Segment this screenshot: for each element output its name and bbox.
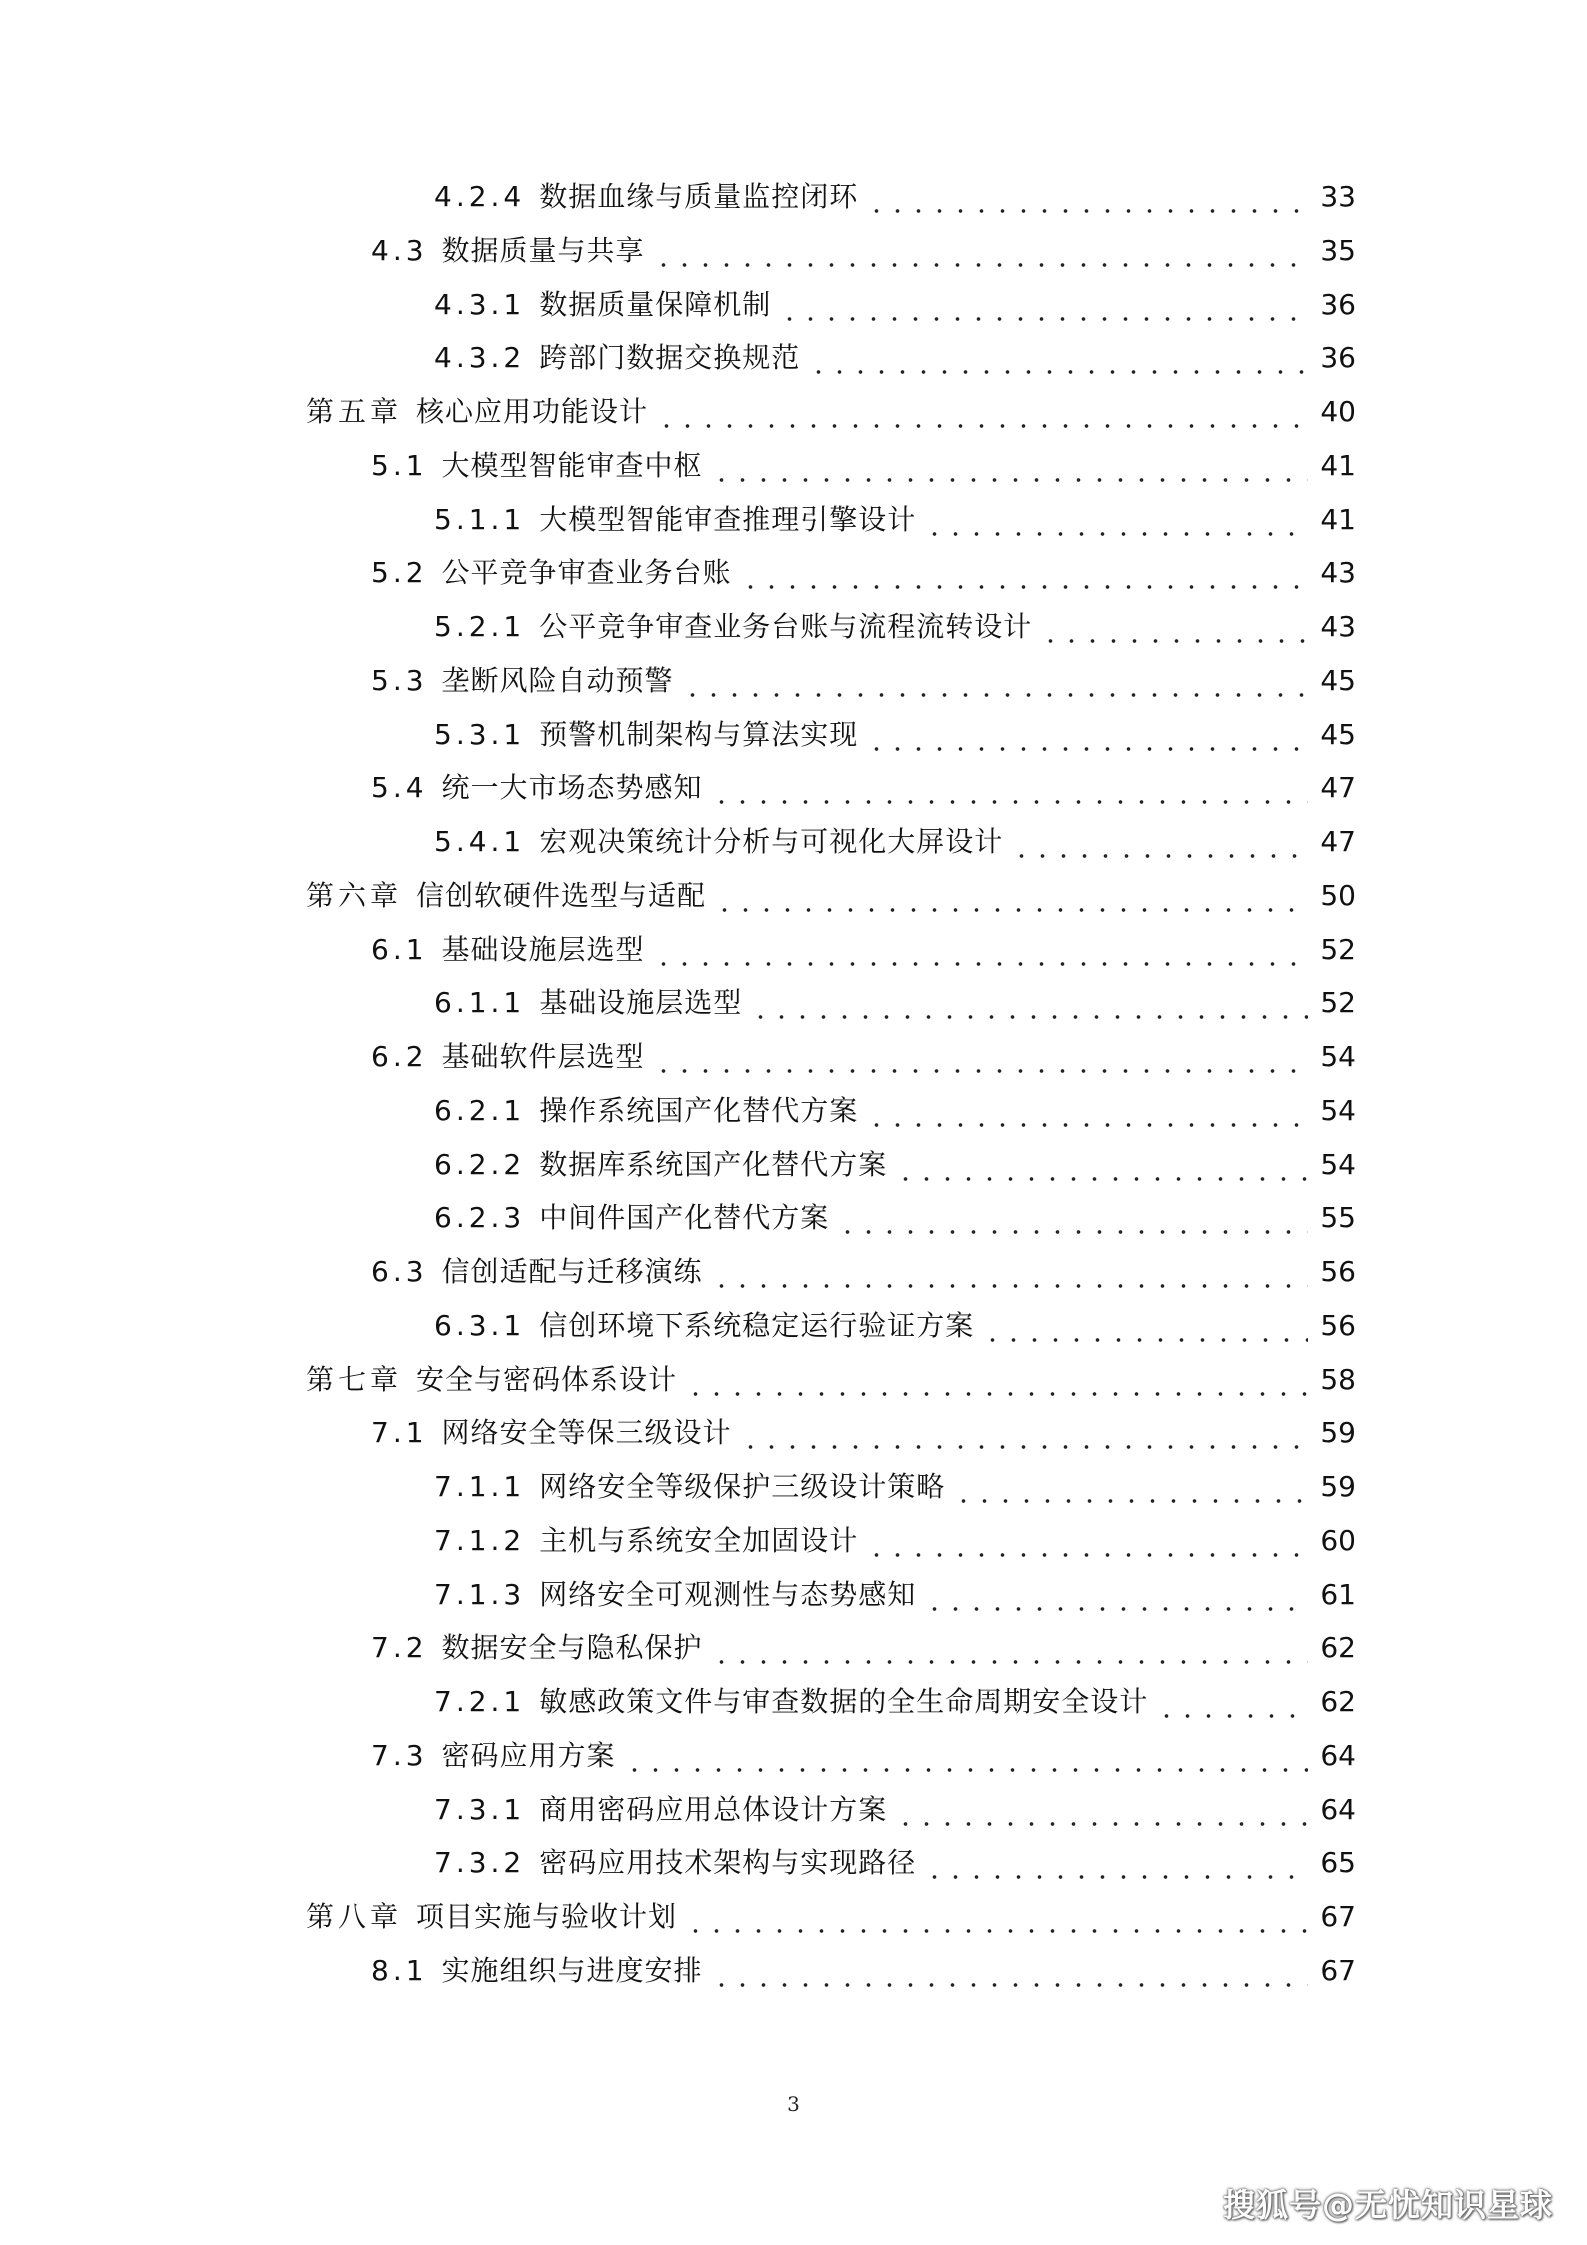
toc-entry-title: 跨部门数据交换规范 bbox=[539, 341, 801, 375]
toc-entry[interactable] bbox=[434, 1675, 1356, 1729]
toc-entry[interactable] bbox=[434, 1084, 1356, 1138]
toc-entry[interactable] bbox=[371, 1944, 1356, 1998]
dot-leader bbox=[808, 331, 1308, 385]
toc-entry[interactable] bbox=[434, 1138, 1356, 1192]
dot-leader bbox=[740, 1406, 1308, 1460]
toc-entry-page: 67 bbox=[1320, 1900, 1356, 1933]
toc-entry-title: 敏感政策文件与审查数据的全生命周期安全设计 bbox=[539, 1685, 1149, 1718]
toc-entry[interactable] bbox=[434, 1460, 1356, 1514]
dot-leader bbox=[924, 1836, 1308, 1890]
toc-entry-number: 第六章 bbox=[306, 878, 403, 912]
toc-entry-title: 安全与密码体系设计 bbox=[416, 1362, 678, 1396]
toc-entry-number: 6.2.3 bbox=[434, 1201, 526, 1235]
toc-entry-number: 5.1.1 bbox=[434, 502, 526, 536]
toc-entry[interactable] bbox=[371, 761, 1356, 815]
toc-entry-page: 54 bbox=[1320, 1040, 1356, 1073]
toc-entry[interactable] bbox=[371, 1729, 1356, 1783]
toc-entry-title: 信创适配与迁移演练 bbox=[441, 1255, 703, 1288]
toc-entry[interactable] bbox=[434, 170, 1356, 224]
toc-entry-number: 7.3 bbox=[371, 1738, 428, 1772]
toc-entry-number: 8.1 bbox=[371, 1953, 428, 1987]
toc-entry[interactable] bbox=[434, 1836, 1356, 1890]
dot-leader bbox=[924, 493, 1308, 547]
toc-entry[interactable] bbox=[306, 869, 1356, 923]
dot-leader bbox=[1156, 1675, 1308, 1729]
toc-entry-number: 7.1.2 bbox=[434, 1523, 526, 1557]
toc-entry-page: 52 bbox=[1320, 986, 1356, 1020]
toc-entry[interactable] bbox=[434, 976, 1356, 1030]
toc-entry-page: 47 bbox=[1320, 771, 1356, 805]
toc-entry-number: 6.2 bbox=[371, 1040, 428, 1073]
toc-entry-title: 商用密码应用总体设计方案 bbox=[539, 1792, 888, 1826]
toc-entry[interactable] bbox=[434, 1191, 1356, 1245]
dot-leader bbox=[656, 385, 1308, 439]
toc-entry[interactable] bbox=[434, 1299, 1356, 1353]
toc-entry-title: 信创环境下系统稳定运行验证方案 bbox=[539, 1308, 975, 1342]
toc-entry-number: 4.3 bbox=[371, 233, 428, 267]
dot-leader bbox=[711, 1944, 1308, 1998]
toc-entry-title: 预警机制架构与算法实现 bbox=[539, 717, 859, 751]
toc-entry-number: 6.1.1 bbox=[434, 986, 526, 1020]
watermark: 搜狐号@无忧知识星球 bbox=[1222, 2186, 1553, 2224]
toc-entry-number: 7.3.2 bbox=[434, 1846, 526, 1880]
toc-entry[interactable] bbox=[371, 1406, 1356, 1460]
toc-entry-title: 基础设施层选型 bbox=[441, 932, 645, 966]
toc-entry-page: 54 bbox=[1320, 1147, 1356, 1181]
toc-entry[interactable] bbox=[371, 439, 1356, 493]
toc-entry-number: 5.3 bbox=[371, 663, 428, 697]
toc-entry-page: 64 bbox=[1320, 1738, 1356, 1772]
toc-entry[interactable] bbox=[306, 1890, 1356, 1944]
toc-entry-number: 6.1 bbox=[371, 932, 428, 966]
dot-leader bbox=[624, 1729, 1308, 1783]
toc-entry-title: 数据安全与隐私保护 bbox=[441, 1631, 703, 1665]
toc-entry-page: 59 bbox=[1320, 1416, 1356, 1450]
toc-entry-page: 41 bbox=[1320, 502, 1356, 536]
toc-entry-title: 密码应用方案 bbox=[441, 1738, 616, 1772]
toc-entry-title: 宏观决策统计分析与可视化大屏设计 bbox=[539, 825, 1004, 858]
toc-entry-number: 7.1.1 bbox=[434, 1470, 526, 1503]
toc-entry-number: 6.3 bbox=[371, 1255, 428, 1288]
toc-entry-page: 35 bbox=[1320, 233, 1356, 267]
toc-entry-number: 5.2 bbox=[371, 556, 428, 590]
dot-leader bbox=[653, 224, 1308, 278]
toc-entry[interactable] bbox=[371, 546, 1356, 600]
toc-entry-number: 4.3.1 bbox=[434, 287, 526, 321]
toc-entry-page: 45 bbox=[1320, 717, 1356, 751]
toc-entry-page: 60 bbox=[1320, 1523, 1356, 1557]
toc-entry-title: 垄断风险自动预警 bbox=[441, 663, 674, 697]
toc-entry-title: 数据质量保障机制 bbox=[539, 287, 772, 321]
toc-entry-number: 5.1 bbox=[371, 448, 428, 482]
toc-entry-page: 55 bbox=[1320, 1201, 1356, 1235]
toc-entry-title: 网络安全可观测性与态势感知 bbox=[539, 1577, 917, 1611]
toc-entry-title: 公平竞争审查业务台账 bbox=[441, 556, 732, 590]
dot-leader bbox=[1040, 600, 1308, 654]
toc-entry-page: 58 bbox=[1320, 1362, 1356, 1396]
toc-entry-page: 41 bbox=[1320, 448, 1356, 482]
toc-entry-number: 7.2.1 bbox=[434, 1685, 526, 1718]
toc-entry[interactable] bbox=[434, 493, 1356, 547]
dot-leader bbox=[711, 1621, 1308, 1675]
toc-entry-page: 40 bbox=[1320, 395, 1356, 428]
toc-entry-number: 6.3.1 bbox=[434, 1308, 526, 1342]
dot-leader bbox=[924, 1568, 1308, 1622]
toc-entry-title: 大模型智能审查中枢 bbox=[441, 448, 703, 482]
toc-entry-page: 62 bbox=[1320, 1685, 1356, 1718]
dot-leader bbox=[866, 1084, 1308, 1138]
toc-entry-page: 56 bbox=[1320, 1308, 1356, 1342]
toc-entry[interactable] bbox=[371, 923, 1356, 977]
toc-entry-page: 36 bbox=[1320, 287, 1356, 321]
toc-entry[interactable] bbox=[434, 708, 1356, 762]
toc-entry[interactable] bbox=[371, 1245, 1356, 1299]
toc-entry-number: 7.2 bbox=[371, 1631, 428, 1665]
toc-entry-title: 操作系统国产化替代方案 bbox=[539, 1093, 859, 1127]
toc-entry[interactable] bbox=[434, 331, 1356, 385]
toc-entry[interactable] bbox=[371, 224, 1356, 278]
dot-leader bbox=[653, 1030, 1308, 1084]
toc-entry-title: 基础软件层选型 bbox=[441, 1040, 645, 1073]
toc-entry-title: 数据血缘与质量监控闭环 bbox=[539, 180, 859, 213]
toc-entry-title: 核心应用功能设计 bbox=[416, 395, 649, 428]
toc-entry-page: 45 bbox=[1320, 663, 1356, 697]
toc-entry-number: 4.2.4 bbox=[434, 180, 526, 213]
toc-entry[interactable] bbox=[434, 1783, 1356, 1837]
toc-entry-page: 67 bbox=[1320, 1953, 1356, 1987]
dot-leader bbox=[685, 1890, 1308, 1944]
toc-entry-page: 56 bbox=[1320, 1255, 1356, 1288]
dot-leader bbox=[750, 976, 1308, 1030]
toc-entry-title: 网络安全等级保护三级设计策略 bbox=[539, 1470, 946, 1503]
toc-entry-page: 65 bbox=[1320, 1846, 1356, 1880]
toc-entry-title: 大模型智能审查推理引擎设计 bbox=[539, 502, 917, 536]
toc-entry-title: 网络安全等保三级设计 bbox=[441, 1416, 732, 1450]
dot-leader bbox=[653, 923, 1308, 977]
dot-leader bbox=[866, 1514, 1308, 1568]
toc-entry-number: 5.4.1 bbox=[434, 825, 526, 858]
toc-entry-number: 第七章 bbox=[306, 1362, 403, 1396]
dot-leader bbox=[714, 869, 1308, 923]
toc-entry-page: 52 bbox=[1320, 932, 1356, 966]
dot-leader bbox=[711, 1245, 1308, 1299]
toc-entry-title: 统一大市场态势感知 bbox=[441, 771, 703, 805]
dot-leader bbox=[1011, 815, 1308, 869]
toc-entry-number: 7.3.1 bbox=[434, 1792, 526, 1826]
toc-entry-page: 33 bbox=[1320, 180, 1356, 213]
toc-entry[interactable] bbox=[434, 278, 1356, 332]
toc-entry[interactable] bbox=[306, 385, 1356, 439]
toc-entry-title: 信创软硬件选型与适配 bbox=[416, 878, 707, 912]
toc-entry-page: 54 bbox=[1320, 1093, 1356, 1127]
toc-entry-number: 6.2.2 bbox=[434, 1147, 526, 1181]
toc-entry-number: 7.1.3 bbox=[434, 1577, 526, 1611]
dot-leader bbox=[866, 170, 1308, 224]
toc-entry-title: 密码应用技术架构与实现路径 bbox=[539, 1846, 917, 1880]
toc-entry-page: 64 bbox=[1320, 1792, 1356, 1826]
dot-leader bbox=[711, 761, 1308, 815]
dot-leader bbox=[866, 708, 1308, 762]
dot-leader bbox=[895, 1138, 1308, 1192]
dot-leader bbox=[895, 1783, 1308, 1837]
toc-entry-page: 50 bbox=[1320, 878, 1356, 912]
toc-entry-number: 第五章 bbox=[306, 395, 403, 428]
toc-entry-number: 5.3.1 bbox=[434, 717, 526, 751]
toc-entry-title: 数据质量与共享 bbox=[441, 233, 645, 267]
toc-entry[interactable] bbox=[434, 815, 1356, 869]
toc-entry-title: 基础设施层选型 bbox=[539, 986, 743, 1020]
toc-entry-title: 主机与系统安全加固设计 bbox=[539, 1523, 859, 1557]
toc-entry-page: 62 bbox=[1320, 1631, 1356, 1665]
dot-leader bbox=[837, 1191, 1308, 1245]
toc-entry-number: 5.4 bbox=[371, 771, 428, 805]
dot-leader bbox=[685, 1353, 1308, 1407]
toc-entry[interactable] bbox=[371, 654, 1356, 708]
toc-entry[interactable] bbox=[434, 1568, 1356, 1622]
toc-entry-title: 公平竞争审查业务台账与流程流转设计 bbox=[539, 610, 1033, 643]
toc-entry-number: 7.1 bbox=[371, 1416, 428, 1450]
dot-leader bbox=[682, 654, 1308, 708]
toc-entry-page: 61 bbox=[1320, 1577, 1356, 1611]
page-number: 3 bbox=[787, 2092, 800, 2116]
toc-entry-title: 项目实施与验收计划 bbox=[416, 1900, 678, 1933]
toc-entry-title: 数据库系统国产化替代方案 bbox=[539, 1147, 888, 1181]
toc-entry[interactable] bbox=[434, 600, 1356, 654]
dot-leader bbox=[740, 546, 1308, 600]
toc-entry-page: 43 bbox=[1320, 556, 1356, 590]
toc-entry[interactable] bbox=[371, 1621, 1356, 1675]
toc-entry-number: 4.3.2 bbox=[434, 341, 526, 375]
toc-entry-title: 中间件国产化替代方案 bbox=[539, 1201, 830, 1235]
toc-entry[interactable] bbox=[306, 1353, 1356, 1407]
toc-entry-number: 第八章 bbox=[306, 1900, 403, 1933]
dot-leader bbox=[953, 1460, 1308, 1514]
toc-entry-page: 43 bbox=[1320, 610, 1356, 643]
toc-entry-number: 5.2.1 bbox=[434, 610, 526, 643]
dot-leader bbox=[779, 278, 1308, 332]
toc-entry-page: 47 bbox=[1320, 825, 1356, 858]
toc-entry-title: 实施组织与进度安排 bbox=[441, 1953, 703, 1987]
toc-entry[interactable] bbox=[371, 1030, 1356, 1084]
toc-entry[interactable] bbox=[434, 1514, 1356, 1568]
dot-leader bbox=[982, 1299, 1308, 1353]
dot-leader bbox=[711, 439, 1308, 493]
toc-entry-number: 6.2.1 bbox=[434, 1093, 526, 1127]
toc-entry-page: 59 bbox=[1320, 1470, 1356, 1503]
toc-entry-page: 36 bbox=[1320, 341, 1356, 375]
